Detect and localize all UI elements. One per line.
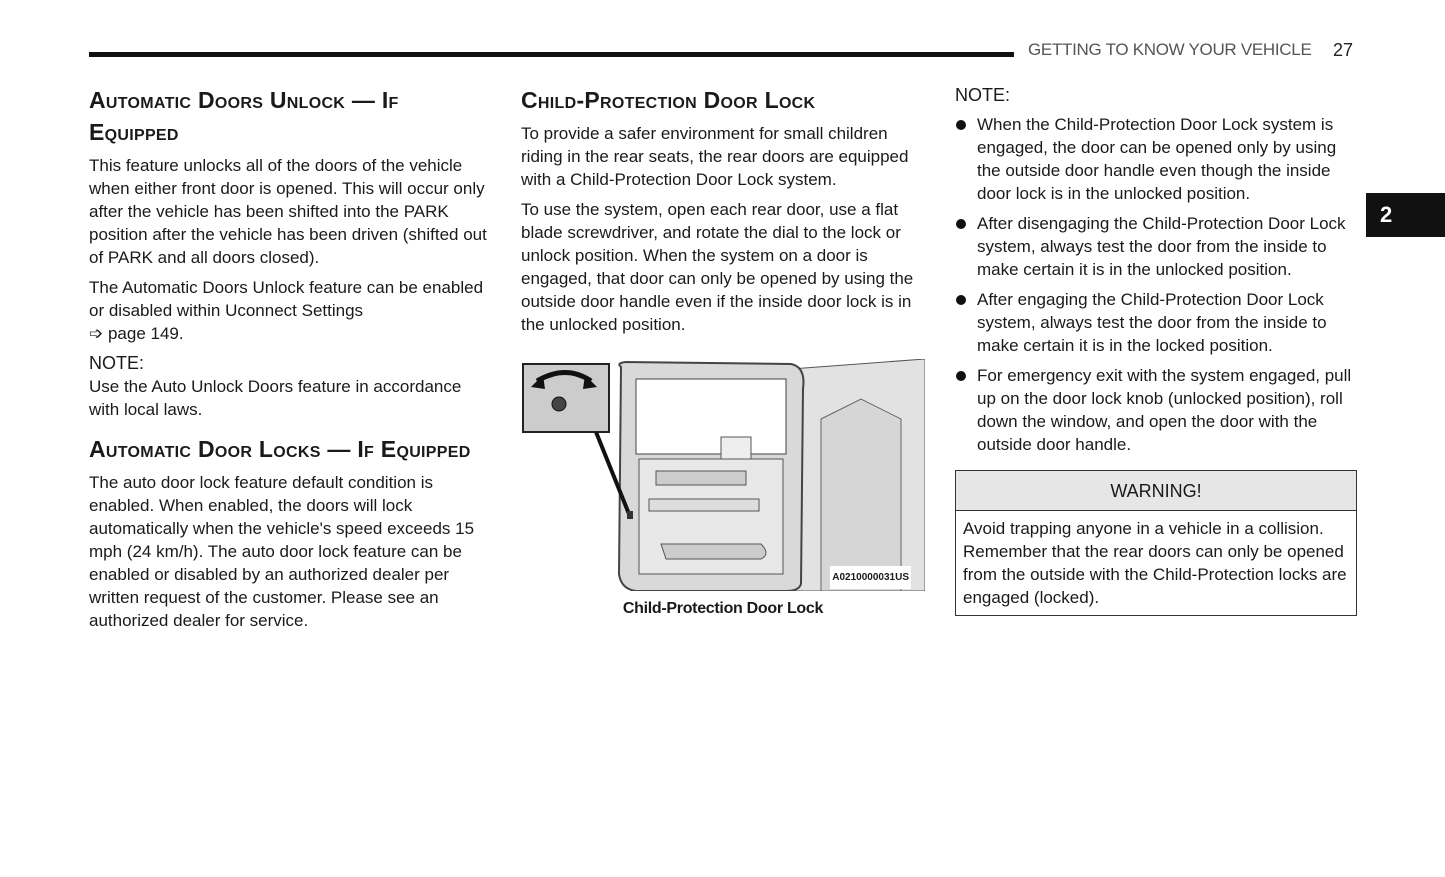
warning-box <box>955 470 1357 616</box>
page-reference[interactable]: page 149. <box>107 324 184 343</box>
bullet-icon <box>956 295 966 305</box>
heading-child-lock: Child-Protection Door Lock <box>521 87 816 113</box>
section-title: GETTING TO KNOW YOUR VEHICLE <box>1028 40 1312 59</box>
heading-auto-unlock: Automatic Doors Unlock — If Equipped <box>89 87 399 145</box>
bullet-icon <box>956 120 966 130</box>
paragraph: This feature unlocks all of the doors of the vehicle when either front door is opened. This will occur only after the vehicle has been shifted into the PARK position after the vehicle has been driven (shifted out of PARK and all doors closed). <box>89 156 487 267</box>
list-item <box>955 364 1357 456</box>
list-item <box>955 212 1357 281</box>
door-illustration-icon <box>521 359 925 591</box>
warning-title: WARNING! <box>956 471 1356 511</box>
note-label: NOTE: <box>89 353 145 373</box>
paragraph <box>89 276 494 345</box>
page-number: 27 <box>1333 40 1354 60</box>
door-lock-illustration <box>521 359 919 591</box>
heading-auto-lock: Automatic Door Locks — If Equipped <box>89 436 471 462</box>
warning-text: Avoid trapping anyone in a vehicle in a collision. Remember that the rear doors can only be opened from the outside with the Child-Protection locks are engaged (locked). <box>963 519 1347 607</box>
column-left <box>89 84 494 639</box>
bullet-text: When the Child-Protection Door Lock system is engaged, the door can be opened only by using the outside door handle even though the inside door lock is in the unlocked position. <box>977 115 1337 203</box>
arrow-ref-icon: ➩ <box>89 324 108 343</box>
chapter-tab <box>1366 193 1445 237</box>
bullet-text: After engaging the Child-Protection Door Lock system, always test the door from the inside to make certain it is in the locked position. <box>977 290 1327 355</box>
bullet-icon <box>956 219 966 229</box>
paragraph: To provide a safer environment for small children riding in the rear seats, the rear doors are equipped with a Child-Protection Door Lock system. <box>521 124 909 189</box>
bullet-text: After disengaging the Child-Protection Door Lock system, always test the door from the inside to make certain it is in the unlocked position. <box>977 214 1346 279</box>
list-item <box>955 288 1357 357</box>
column-middle <box>521 84 926 620</box>
figure-id: A0210000031US <box>830 566 911 589</box>
paragraph: To use the system, open each rear door, use a flat blade screwdriver, and rotate the dial to the lock or unlock position. When the system on a door is engaged, that door can only be opened by using the outside door handle even if the inside door lock is in the unlocked position. <box>521 200 914 334</box>
list-item <box>955 113 1357 205</box>
note-text: Use the Auto Unlock Doors feature in accordance with local laws. <box>89 377 462 419</box>
paragraph-text: The Automatic Doors Unlock feature can be enabled or disabled within Uconnect Settings <box>89 278 484 320</box>
bullet-icon <box>956 371 966 381</box>
figure-caption: Child-Protection Door Lock <box>622 600 824 617</box>
paragraph: The auto door lock feature default condition is enabled. When enabled, the doors will lock automatically when the vehicle's speed exceeds 15 mph (24 km/h). The auto door lock feature can be enabled or disabled by an authorized dealer per written request of the customer. Please see an authorized dealer for service. <box>89 473 475 630</box>
note-label: NOTE: <box>955 85 1011 105</box>
note-list <box>955 113 1357 456</box>
chapter-number: 2 <box>1380 202 1393 227</box>
header-rule <box>89 52 1014 57</box>
column-right <box>955 84 1357 616</box>
bullet-text: For emergency exit with the system engaged, pull up on the door lock knob (unlocked position), roll down the window, and open the door with the outside door handle. <box>977 366 1352 454</box>
